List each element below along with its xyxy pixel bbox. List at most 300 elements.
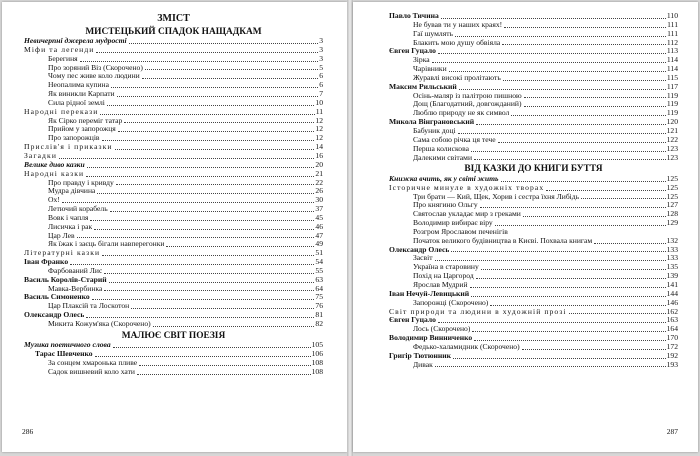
toc-entry-title: Ох! xyxy=(48,196,60,205)
toc-entry-page: 49 xyxy=(315,239,323,249)
toc-entry xyxy=(389,246,678,255)
toc-entry-page: 146 xyxy=(666,297,678,307)
dot-leader xyxy=(524,106,666,107)
toc-entry-title: Федько-халамидник (Скорочено) xyxy=(413,342,520,351)
toc-entry xyxy=(389,308,678,317)
toc-entry xyxy=(24,187,323,196)
toc-entry xyxy=(389,343,678,352)
toc-entry-page: 105 xyxy=(311,340,323,350)
dot-leader xyxy=(435,260,666,261)
toc-entry-title: Зірка xyxy=(413,56,430,65)
toc-entry xyxy=(24,64,323,73)
toc-entry xyxy=(24,108,323,117)
dot-leader xyxy=(503,80,666,81)
toc-entry-page: 108 xyxy=(311,366,323,376)
toc-entry xyxy=(24,81,323,90)
toc-entry-page: 123 xyxy=(666,152,678,162)
toc-entry-title: Максим Рильський xyxy=(389,82,457,91)
toc-entry-title: Сама собою річка ця тече xyxy=(413,135,496,144)
toc-entry-title: Далекими світами xyxy=(413,153,473,162)
dot-leader xyxy=(86,176,314,177)
toc-entry-page: 111 xyxy=(667,28,678,38)
toc-entry-page: 128 xyxy=(666,209,678,219)
toc-entry xyxy=(24,99,323,108)
toc-entry-page: 114 xyxy=(666,64,678,74)
toc-entry xyxy=(24,320,323,329)
dot-leader xyxy=(77,237,315,238)
toc-entry-page: 5 xyxy=(319,62,323,72)
toc-entry xyxy=(24,55,323,64)
toc-entry-page: 46 xyxy=(315,221,323,231)
toc-entry-title: Іван Нечуй-Левицький xyxy=(389,289,470,298)
dot-leader xyxy=(453,358,666,359)
toc-entry-title: За сонцем хмаронька пливе xyxy=(48,359,138,368)
dot-leader xyxy=(522,349,666,350)
toc-entry-title: Євген Гуцало xyxy=(389,47,436,56)
toc-entry-page: 123 xyxy=(666,143,678,153)
toc-entry-title: Осінь-маляр із палітрою пишною xyxy=(413,91,522,100)
toc-entry-title: Як виникли Карпати xyxy=(48,90,115,99)
toc-entry-title: Лось (Скорочено) xyxy=(413,325,471,334)
toc-entry xyxy=(24,90,323,99)
toc-entry-title: Як їжак і заєць бігали навперегонки xyxy=(48,240,165,249)
toc-entry xyxy=(24,143,323,152)
dot-leader xyxy=(113,347,311,348)
toc-entry-page: 63 xyxy=(315,274,323,284)
toc-entry-page: 54 xyxy=(315,257,323,267)
toc-entry xyxy=(389,65,678,74)
dot-leader xyxy=(129,43,319,44)
table-of-contents-right xyxy=(389,12,678,369)
toc-entry xyxy=(24,341,323,350)
dot-leader xyxy=(115,149,315,150)
toc-entry xyxy=(24,205,323,214)
dot-leader xyxy=(476,124,665,125)
toc-entry-page: 45 xyxy=(315,212,323,222)
toc-entry xyxy=(389,281,678,290)
toc-entry-page: 133 xyxy=(666,244,678,254)
dot-leader xyxy=(471,296,665,297)
dot-leader xyxy=(87,167,315,168)
dot-leader xyxy=(107,105,315,106)
dot-leader xyxy=(490,305,665,306)
dot-leader xyxy=(102,140,315,141)
toc-entry-title: Початок великого будівництва в Києві. Похвала книгам xyxy=(413,236,593,245)
toc-entry-title: Засвіт xyxy=(413,254,433,263)
toc-entry-title: Не бував ти у наших краях! xyxy=(413,20,503,29)
toc-entry-title: Книжка вчить, як у світі жить xyxy=(389,174,499,183)
toc-entry-page: 110 xyxy=(666,11,678,20)
toc-entry xyxy=(24,368,323,377)
toc-entry-page: 117 xyxy=(666,81,678,91)
dot-leader xyxy=(118,131,315,132)
toc-entry xyxy=(389,118,678,127)
toc-entry xyxy=(24,276,323,285)
dot-leader xyxy=(166,246,314,247)
dot-leader xyxy=(104,273,314,274)
dot-leader xyxy=(94,229,314,230)
toc-entry-title: Мудра дівчина xyxy=(48,187,96,196)
toc-entry-title: Володимир вибирає віру xyxy=(413,219,493,228)
dot-leader xyxy=(137,374,311,375)
toc-entry xyxy=(389,201,678,210)
toc-entry-title: Володимир Винниченко xyxy=(389,334,473,343)
toc-entry-page: 26 xyxy=(315,186,323,196)
toc-entry-title: Про правду і кривду xyxy=(48,178,114,187)
toc-entry-page: 120 xyxy=(666,117,678,127)
toc-entry-title: Історичне минуле в художніх творах xyxy=(389,183,545,192)
toc-entry-title: Василь Симоненко xyxy=(24,293,90,302)
toc-entry xyxy=(389,39,678,48)
dot-leader xyxy=(459,89,666,90)
dot-leader xyxy=(438,322,666,323)
toc-entry-page: 10 xyxy=(315,97,323,107)
toc-entry-title: Цар Лев xyxy=(48,231,75,240)
toc-entry xyxy=(389,193,678,202)
toc-entry-title: Чому пес живе коло людини xyxy=(48,72,140,81)
toc-entry-title: Неопалима купина xyxy=(48,81,109,90)
toc-entry xyxy=(389,136,678,145)
toc-entry-page: 127 xyxy=(666,200,678,210)
toc-entry-title: Ярослав Мудрий xyxy=(413,280,468,289)
toc-entry-title: Як Сірко переміг татар xyxy=(48,116,123,125)
toc-entry xyxy=(24,223,323,232)
toc-entry-title: Лисичка і рак xyxy=(48,222,93,231)
left-page xyxy=(2,2,347,452)
toc-entry xyxy=(389,272,678,281)
dot-leader xyxy=(111,87,318,88)
toc-entry-title: Летючий корабель xyxy=(48,205,108,214)
dot-leader xyxy=(546,190,665,191)
toc-entry-title: Невичерпні джерела мудрості xyxy=(24,37,127,45)
toc-entry-page: 193 xyxy=(666,359,678,369)
toc-entry-title: Народні перекази xyxy=(24,107,99,116)
toc-entry xyxy=(24,117,323,126)
dot-leader xyxy=(104,290,314,291)
dot-leader xyxy=(501,181,666,182)
toc-entry-title: Олександр Олесь xyxy=(389,245,450,254)
toc-entry xyxy=(24,214,323,223)
toc-entry-title: Цар Плаксій та Лоскотон xyxy=(48,302,130,311)
toc-entry-title: Блакить мою душу обвіяла xyxy=(413,38,501,47)
toc-entry-page: 7 xyxy=(319,89,323,99)
toc-entry-title: Олександр Олесь xyxy=(24,311,85,320)
toc-entry-page: 111 xyxy=(667,19,678,29)
toc-entry xyxy=(24,134,323,143)
toc-entry xyxy=(24,350,323,359)
dot-leader xyxy=(100,114,314,115)
toc-entry-page: 75 xyxy=(315,292,323,302)
toc-entry-page: 55 xyxy=(315,265,323,275)
toc-entry xyxy=(24,46,323,55)
toc-entry-page: 172 xyxy=(666,341,678,351)
toc-entry xyxy=(389,127,678,136)
toc-entry xyxy=(24,359,323,368)
toc-entry-title: Микола Вінграновський xyxy=(389,118,475,127)
toc-entry-page: 125 xyxy=(666,191,678,201)
toc-entry-title: Про княгиню Ольгу xyxy=(413,201,478,210)
toc-entry-page: 20 xyxy=(315,159,323,169)
toc-entry-page: 6 xyxy=(319,71,323,81)
toc-entry-title: Павло Тичина xyxy=(389,12,439,20)
dot-leader xyxy=(449,71,666,72)
contents-title: ЗМІСТ xyxy=(157,13,190,24)
toc-entry xyxy=(24,302,323,311)
toc-entry-page: 192 xyxy=(666,350,678,360)
toc-entry-title: Три брати — Кий, Щек, Хорив і сестра їхня Либідь xyxy=(413,192,580,201)
toc-entry-title: Журавлі високі пролітають xyxy=(413,73,501,82)
toc-entry-page: 12 xyxy=(315,115,323,125)
toc-entry-page: 133 xyxy=(666,253,678,263)
toc-entry-page: 114 xyxy=(666,55,678,65)
toc-entry-page: 129 xyxy=(666,218,678,228)
toc-entry-title: Світ природи та людини в художній прозі xyxy=(389,307,567,316)
dot-leader xyxy=(502,44,666,45)
toc-entry xyxy=(24,170,323,179)
toc-entry-page: 135 xyxy=(666,262,678,272)
dot-leader xyxy=(110,211,315,212)
dot-leader xyxy=(80,61,319,62)
toc-entry xyxy=(24,267,323,276)
toc-entry xyxy=(389,334,678,343)
toc-entry-title: Берегиня xyxy=(48,54,78,63)
toc-entry-title: Міфи та легенди xyxy=(24,45,95,54)
toc-entry-page: 141 xyxy=(666,279,678,289)
toc-entry-page: 16 xyxy=(315,150,323,160)
toc-entry-page: 106 xyxy=(311,349,323,359)
dot-leader xyxy=(153,326,315,327)
dot-leader xyxy=(117,96,319,97)
toc-entry-title: Тарас Шевченко xyxy=(35,350,93,359)
toc-entry-page: 163 xyxy=(666,315,678,325)
toc-entry-title: Євген Гуцало xyxy=(389,316,436,325)
toc-entry-title: Григір Тютюнник xyxy=(389,351,452,360)
toc-entry-title: Похід на Царгород xyxy=(413,272,474,281)
toc-entry-page: 51 xyxy=(315,248,323,258)
toc-entry xyxy=(24,161,323,170)
dot-leader xyxy=(594,243,665,244)
toc-entry xyxy=(24,232,323,241)
toc-entry-page: 3 xyxy=(319,44,323,54)
toc-entry-page: 14 xyxy=(315,142,323,152)
page-number-left: 286 xyxy=(22,427,34,436)
toc-entry-page: 164 xyxy=(666,324,678,334)
toc-entry-page: 3 xyxy=(319,36,323,45)
toc-entry-title: Про запорожців xyxy=(48,134,100,143)
toc-entry xyxy=(389,109,678,118)
toc-entry xyxy=(24,258,323,267)
toc-entry-title: Чарівники xyxy=(413,65,447,74)
toc-entry xyxy=(389,237,678,246)
toc-entry-title: Запорожці (Скорочено) xyxy=(413,298,489,307)
dot-leader xyxy=(470,287,666,288)
dot-leader xyxy=(62,202,315,203)
toc-entry xyxy=(24,152,323,161)
toc-entry xyxy=(389,228,678,237)
toc-entry xyxy=(389,361,678,370)
toc-entry xyxy=(389,184,678,193)
dot-leader xyxy=(524,97,666,98)
dot-leader xyxy=(495,225,666,226)
dot-leader xyxy=(511,115,666,116)
dot-leader xyxy=(142,78,318,79)
toc-entry xyxy=(389,83,678,92)
toc-entry xyxy=(389,263,678,272)
toc-entry xyxy=(389,92,678,101)
toc-entry-page: 132 xyxy=(666,235,678,245)
toc-entry-title: Святослав укладає мир з греками xyxy=(413,210,521,219)
dot-leader xyxy=(474,340,665,341)
toc-entry-page: 3 xyxy=(319,53,323,63)
toc-entry xyxy=(24,196,323,205)
dot-leader xyxy=(569,313,666,314)
toc-entry xyxy=(389,154,678,163)
toc-entry-page: 11 xyxy=(315,106,323,116)
toc-entry xyxy=(389,145,678,154)
toc-entry-title: Гаї шумлять xyxy=(413,29,453,38)
toc-entry-page: 81 xyxy=(315,310,323,320)
toc-entry-page: 76 xyxy=(315,301,323,311)
toc-entry-page: 22 xyxy=(315,177,323,187)
dot-leader xyxy=(70,264,314,265)
dot-leader xyxy=(498,142,666,143)
toc-entry-page: 119 xyxy=(666,108,678,118)
toc-entry-title: Про зоряний Віз (Скорочено) xyxy=(48,63,143,72)
dot-leader xyxy=(102,255,314,256)
toc-entry-title: Вовк і чапля xyxy=(48,213,89,222)
toc-entry-title: Мавка-Вербинка xyxy=(48,284,103,293)
toc-entry xyxy=(389,30,678,39)
dot-leader xyxy=(432,62,666,63)
dot-leader xyxy=(145,69,318,70)
section-heading: МИСТЕЦЬКИЙ СПАДОК НАЩАДКАМ xyxy=(85,26,262,37)
dot-leader xyxy=(96,52,318,53)
dot-leader xyxy=(441,18,666,19)
toc-entry-page: 144 xyxy=(666,288,678,298)
toc-entry-title: Україна в старовину xyxy=(413,263,479,272)
section-heading: ВІД КАЗКИ ДО КНИГИ БУТТЯ xyxy=(464,164,603,175)
toc-entry-page: 12 xyxy=(315,133,323,143)
toc-entry-title: Дивак xyxy=(413,360,433,369)
toc-entry-title: Іван Франко xyxy=(24,258,69,267)
dot-leader xyxy=(458,133,666,134)
dot-leader xyxy=(86,317,314,318)
toc-entry xyxy=(389,316,678,325)
toc-entry xyxy=(389,56,678,65)
dot-leader xyxy=(438,53,666,54)
toc-entry xyxy=(24,285,323,294)
dot-leader xyxy=(472,331,665,332)
toc-entry xyxy=(24,311,323,320)
toc-entry-title: Люблю природу не як символ xyxy=(413,109,510,118)
dot-leader xyxy=(476,278,666,279)
toc-entry-page: 113 xyxy=(666,46,678,56)
toc-entry xyxy=(389,290,678,299)
dot-leader xyxy=(471,151,666,152)
toc-entry-page: 37 xyxy=(315,204,323,214)
dot-leader xyxy=(451,251,665,252)
toc-entry-page: 12 xyxy=(315,124,323,134)
section-heading: МАЛЮЄ СВІТ ПОЕЗІЯ xyxy=(121,330,226,341)
toc-entry-page: 112 xyxy=(666,37,678,47)
toc-entry xyxy=(389,21,678,30)
toc-entry xyxy=(389,254,678,263)
toc-entry xyxy=(24,179,323,188)
toc-entry-title: Розгром Ярославом печенігів xyxy=(413,227,508,236)
toc-entry-title: Дощ (Благодатний, довгожданий) xyxy=(413,100,522,109)
dot-leader xyxy=(124,122,314,123)
toc-entry xyxy=(24,125,323,134)
toc-entry xyxy=(389,74,678,83)
toc-entry-title: Садок вишневий коло хати xyxy=(48,367,135,376)
toc-entry xyxy=(24,72,323,81)
toc-entry-page: 64 xyxy=(315,283,323,293)
toc-entry-page: 47 xyxy=(315,230,323,240)
toc-entry xyxy=(389,12,678,21)
toc-entry-page: 21 xyxy=(315,168,323,178)
dot-leader xyxy=(435,366,666,367)
toc-entry-title: Перша колискова xyxy=(413,144,469,153)
toc-entry-page: 119 xyxy=(666,99,678,109)
toc-entry-page: 125 xyxy=(666,182,678,192)
toc-entry xyxy=(389,210,678,219)
dot-leader xyxy=(455,36,666,37)
toc-entry-title: Микита Кожум'яка (Скорочено) xyxy=(48,320,151,328)
toc-entry-page: 82 xyxy=(315,319,323,328)
dot-leader xyxy=(139,365,310,366)
dot-leader xyxy=(59,158,314,159)
dot-leader xyxy=(581,198,665,199)
toc-entry-title: Велике диво казки xyxy=(24,160,85,169)
toc-entry-page: 119 xyxy=(666,90,678,100)
toc-entry-title: Фарбований Лис xyxy=(48,266,103,275)
toc-entry-title: Бабуник доці xyxy=(413,126,456,135)
toc-entry-title: Народні казки xyxy=(24,169,85,178)
toc-entry xyxy=(389,175,678,184)
dot-leader xyxy=(523,216,666,217)
toc-entry xyxy=(389,299,678,308)
dot-leader xyxy=(92,299,315,300)
toc-entry-title: Загадки xyxy=(24,151,57,160)
toc-entry-page: 30 xyxy=(315,195,323,205)
toc-entry-title: Сила рідної землі xyxy=(48,98,105,107)
toc-entry xyxy=(24,37,323,46)
toc-entry xyxy=(389,100,678,109)
toc-entry-page: 170 xyxy=(666,333,678,343)
toc-entry-title: Прислів'я і приказки xyxy=(24,143,113,152)
toc-entry xyxy=(24,240,323,249)
toc-entry-page: 125 xyxy=(666,173,678,183)
toc-entry xyxy=(24,249,323,258)
toc-entry-title: Літературні казки xyxy=(24,249,101,258)
dot-leader xyxy=(131,308,314,309)
dot-leader xyxy=(481,269,666,270)
toc-entry-title: Музика поетичного слова xyxy=(24,341,111,350)
toc-entry-page: 115 xyxy=(666,72,678,82)
toc-entry-title: Василь Королів-Старий xyxy=(24,275,107,284)
dot-leader xyxy=(90,220,314,221)
toc-entry xyxy=(389,325,678,334)
toc-entry-title: Прийом у запорожця xyxy=(48,125,116,134)
dot-leader xyxy=(109,282,315,283)
page-number-right: 287 xyxy=(666,427,678,436)
toc-entry-page: 121 xyxy=(666,125,678,135)
dot-leader xyxy=(480,207,666,208)
toc-entry-page: 139 xyxy=(666,271,678,281)
toc-entry-page: 6 xyxy=(319,80,323,90)
dot-leader xyxy=(504,27,666,28)
toc-entry-page: 122 xyxy=(666,134,678,144)
